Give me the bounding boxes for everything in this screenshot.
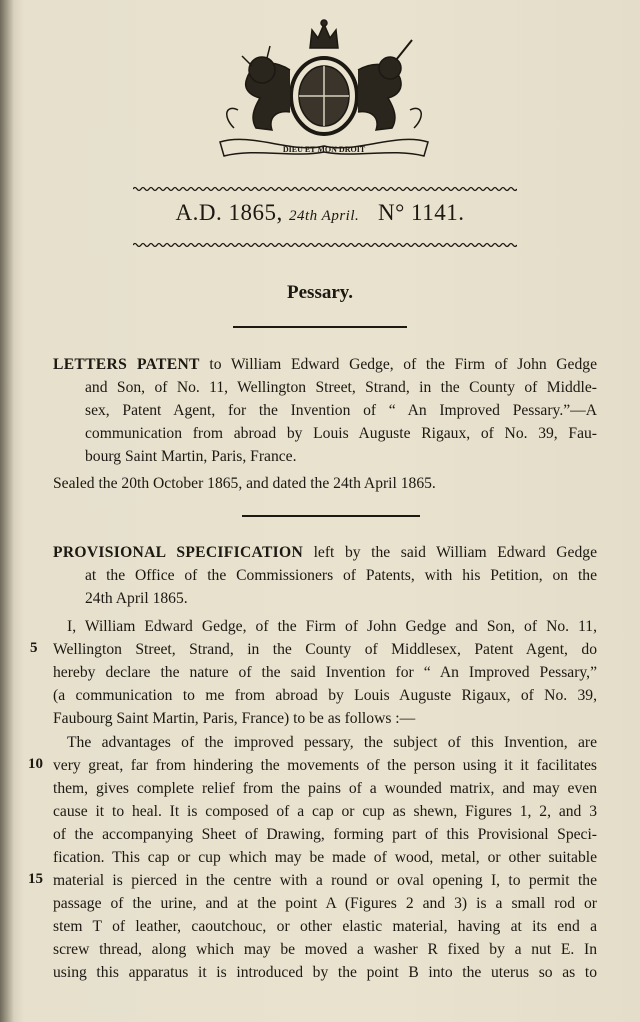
spec-line-text: left by the said William Edward Gedge bbox=[313, 544, 597, 561]
spec-line: (a communication to me from abroad by Louis Auguste Rigaux, of No. 39, bbox=[53, 687, 597, 704]
line-number: 15 bbox=[28, 871, 43, 887]
grant-line: bourg Saint Martin, Paris, France. bbox=[85, 448, 297, 465]
grant-line-text: to William Edward Gedge, of the Firm of John Gedge bbox=[209, 356, 597, 373]
grant-line: communication from abroad by Louis Auguste Rigaux, of No. 39, Fau- bbox=[85, 425, 597, 442]
spec-line: using this apparatus it is introduced by the point B into the uterus so as to bbox=[53, 964, 597, 981]
spec-line: material is pierced in the centre with a round or oval opening I, to permit the bbox=[53, 872, 597, 889]
spec-line bbox=[53, 543, 597, 563]
document-title: Pessary. bbox=[287, 282, 353, 303]
patent-header bbox=[0, 200, 640, 226]
grant-lead: LETTERS PATENT bbox=[53, 356, 200, 373]
line-number: 10 bbox=[28, 756, 43, 772]
spec-line: very great, far from hindering the movements of the person using it it facilitates bbox=[53, 757, 597, 774]
spec-lead: PROVISIONAL SPECIFICATION bbox=[53, 544, 304, 561]
patent-number: N° 1141. bbox=[378, 200, 465, 225]
spec-line: The advantages of the improved pessary, the subject of this Invention, are bbox=[67, 734, 597, 751]
spec-line: passage of the urine, and at the point A (Figures 2 and 3) is a small rod or bbox=[53, 895, 597, 912]
line-number: 5 bbox=[30, 640, 38, 656]
spec-line: Faubourg Saint Martin, Paris, France) to be as follows :— bbox=[53, 710, 416, 727]
spec-line: stem T of leather, caoutchouc, or other elastic material, having at its end a bbox=[53, 918, 597, 935]
spec-line: I, William Edward Gedge, of the Firm of John Gedge and Son, of No. 11, bbox=[67, 618, 597, 635]
grant-line bbox=[53, 355, 597, 375]
spec-line: Wellington Street, Strand, in the County of Middlesex, Patent Agent, do bbox=[53, 641, 597, 658]
spec-line: cause it to heal. It is composed of a cap or cup as shewn, Figures 1, 2, and 3 bbox=[53, 803, 597, 820]
section-rule bbox=[242, 515, 420, 517]
ornamental-rule-top bbox=[133, 186, 517, 192]
patent-date: 24th April. bbox=[289, 208, 360, 224]
grant-line: and Son, of No. 11, Wellington Street, Strand, in the County of Middle- bbox=[85, 379, 597, 396]
spec-line: screw thread, along which may be moved a washer R fixed by a nut E. In bbox=[53, 941, 597, 958]
ornamental-rule-bottom bbox=[133, 242, 517, 248]
patent-year: A.D. 1865, bbox=[175, 200, 283, 225]
motto-text: DIEU ET MON DROIT bbox=[282, 145, 366, 154]
spec-line: 24th April 1865. bbox=[85, 590, 188, 607]
spec-line: hereby declare the nature of the said Invention for “ An Improved Pessary,” bbox=[53, 664, 597, 681]
grant-line bbox=[85, 401, 597, 421]
spec-line: fication. This cap or cup which may be made of wood, metal, or other suitable bbox=[53, 849, 597, 866]
spec-line: them, gives complete relief from the pains of a wounded matrix, and may even bbox=[53, 780, 597, 797]
grant-line-text: sex, Patent Agent, for the Invention of “ An Improved Pessary.”—A bbox=[85, 402, 597, 419]
spec-line: of the accompanying Sheet of Drawing, forming part of this Provisional Speci- bbox=[53, 826, 597, 843]
title-rule bbox=[233, 326, 407, 328]
spec-line: at the Office of the Commissioners of Patents, with his Petition, on the bbox=[85, 567, 597, 584]
royal-coat-of-arms bbox=[212, 18, 436, 158]
sealed-line: Sealed the 20th October 1865, and dated the 24th April 1865. bbox=[53, 475, 436, 492]
